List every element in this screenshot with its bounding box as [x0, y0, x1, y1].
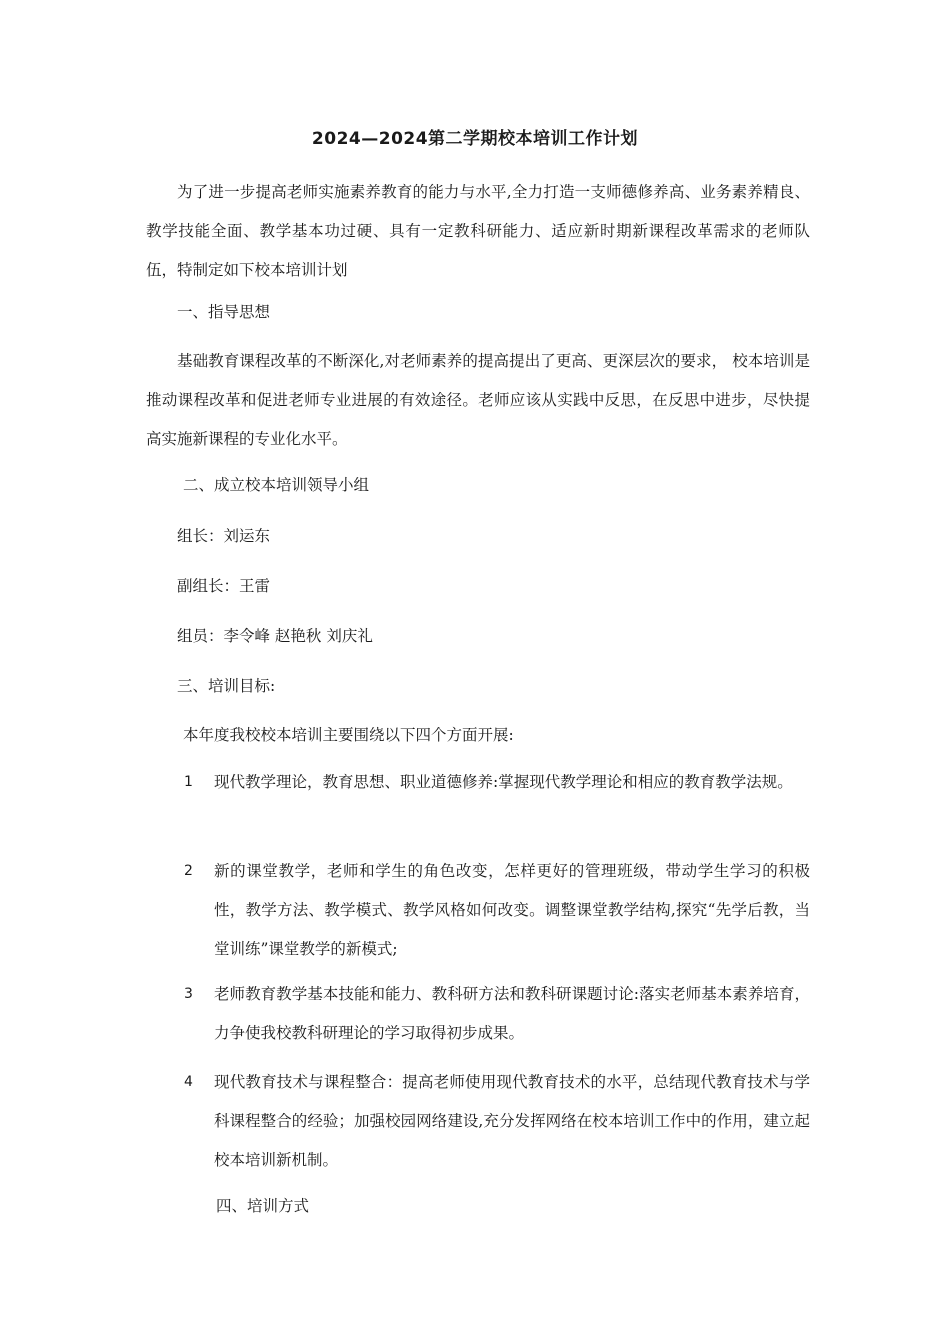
- guiding-ideology-paragraph: 基础教育课程改革的不断深化,对老师素养的提高提出了更高、更深层次的要求， 校本培训是推动课程改革和促进老师专业进展的有效途径。老师应该从实践中反思，在反思中进步，尽快提高实施新课程的专业化水平。: [146, 352, 810, 448]
- intro-paragraph: 为了进一步提高老师实施素养教育的能力与水平,全力打造一支师德修养高、业务素养精良、教学技能全面、教学基本功过硬、具有一定教科研能力、适应新时期新课程改革需求的老师队伍，特制定如下校本培训计划: [146, 183, 810, 279]
- list-item-number: 2: [184, 863, 193, 879]
- list-item-text: 老师教育教学基本技能和能力、教科研方法和教科研课题讨论:落实老师基本素养培育，力争使我校教科研理论的学习取得初步成果。: [214, 985, 810, 1042]
- list-item-text: 现代教育技术与课程整合：提高老师使用现代教育技术的水平，总结现代教育技术与学科课程整合的经验；加强校园网络建设,充分发挥网络在校本培训工作中的作用，建立起校本培训新机制。: [214, 1073, 810, 1169]
- list-item-text: 现代教学理论，教育思想、职业道德修养:掌握现代教学理论和相应的教育教学法规。: [214, 773, 793, 791]
- group-members: 组员：李令峰 赵艳秋 刘庆礼: [177, 627, 373, 645]
- list-item: [146, 852, 810, 969]
- list-item: [146, 763, 810, 802]
- document-title: 2024—2024第二学期校本培训工作计划: [311, 129, 639, 149]
- deputy-group-leader: 副组长：王雷: [177, 577, 271, 595]
- list-item-number: 1: [184, 774, 193, 790]
- list-item-number: 3: [184, 986, 193, 1002]
- list-item: [146, 1063, 810, 1180]
- section-heading-training-goals: 三、培训目标:: [177, 677, 276, 695]
- section-heading-guiding-ideology: 一、指导思想: [177, 303, 271, 321]
- group-leader: 组长：刘运东: [177, 527, 271, 545]
- section-heading-training-methods: 四、培训方式: [216, 1197, 310, 1215]
- list-item-number: 4: [184, 1074, 193, 1090]
- list-item: [146, 975, 810, 1053]
- list-item-text: 新的课堂教学，老师和学生的角色改变，怎样更好的管理班级，带动学生学习的积极性，教学方法、教学模式、教学风格如何改变。调整课堂教学结构,探究“先学后教，当堂训练”课堂教学的新模式;: [214, 862, 810, 958]
- training-goals-intro: 本年度我校校本培训主要围绕以下四个方面开展:: [183, 726, 514, 744]
- section-heading-leadership-group: 二、成立校本培训领导小组: [183, 476, 370, 494]
